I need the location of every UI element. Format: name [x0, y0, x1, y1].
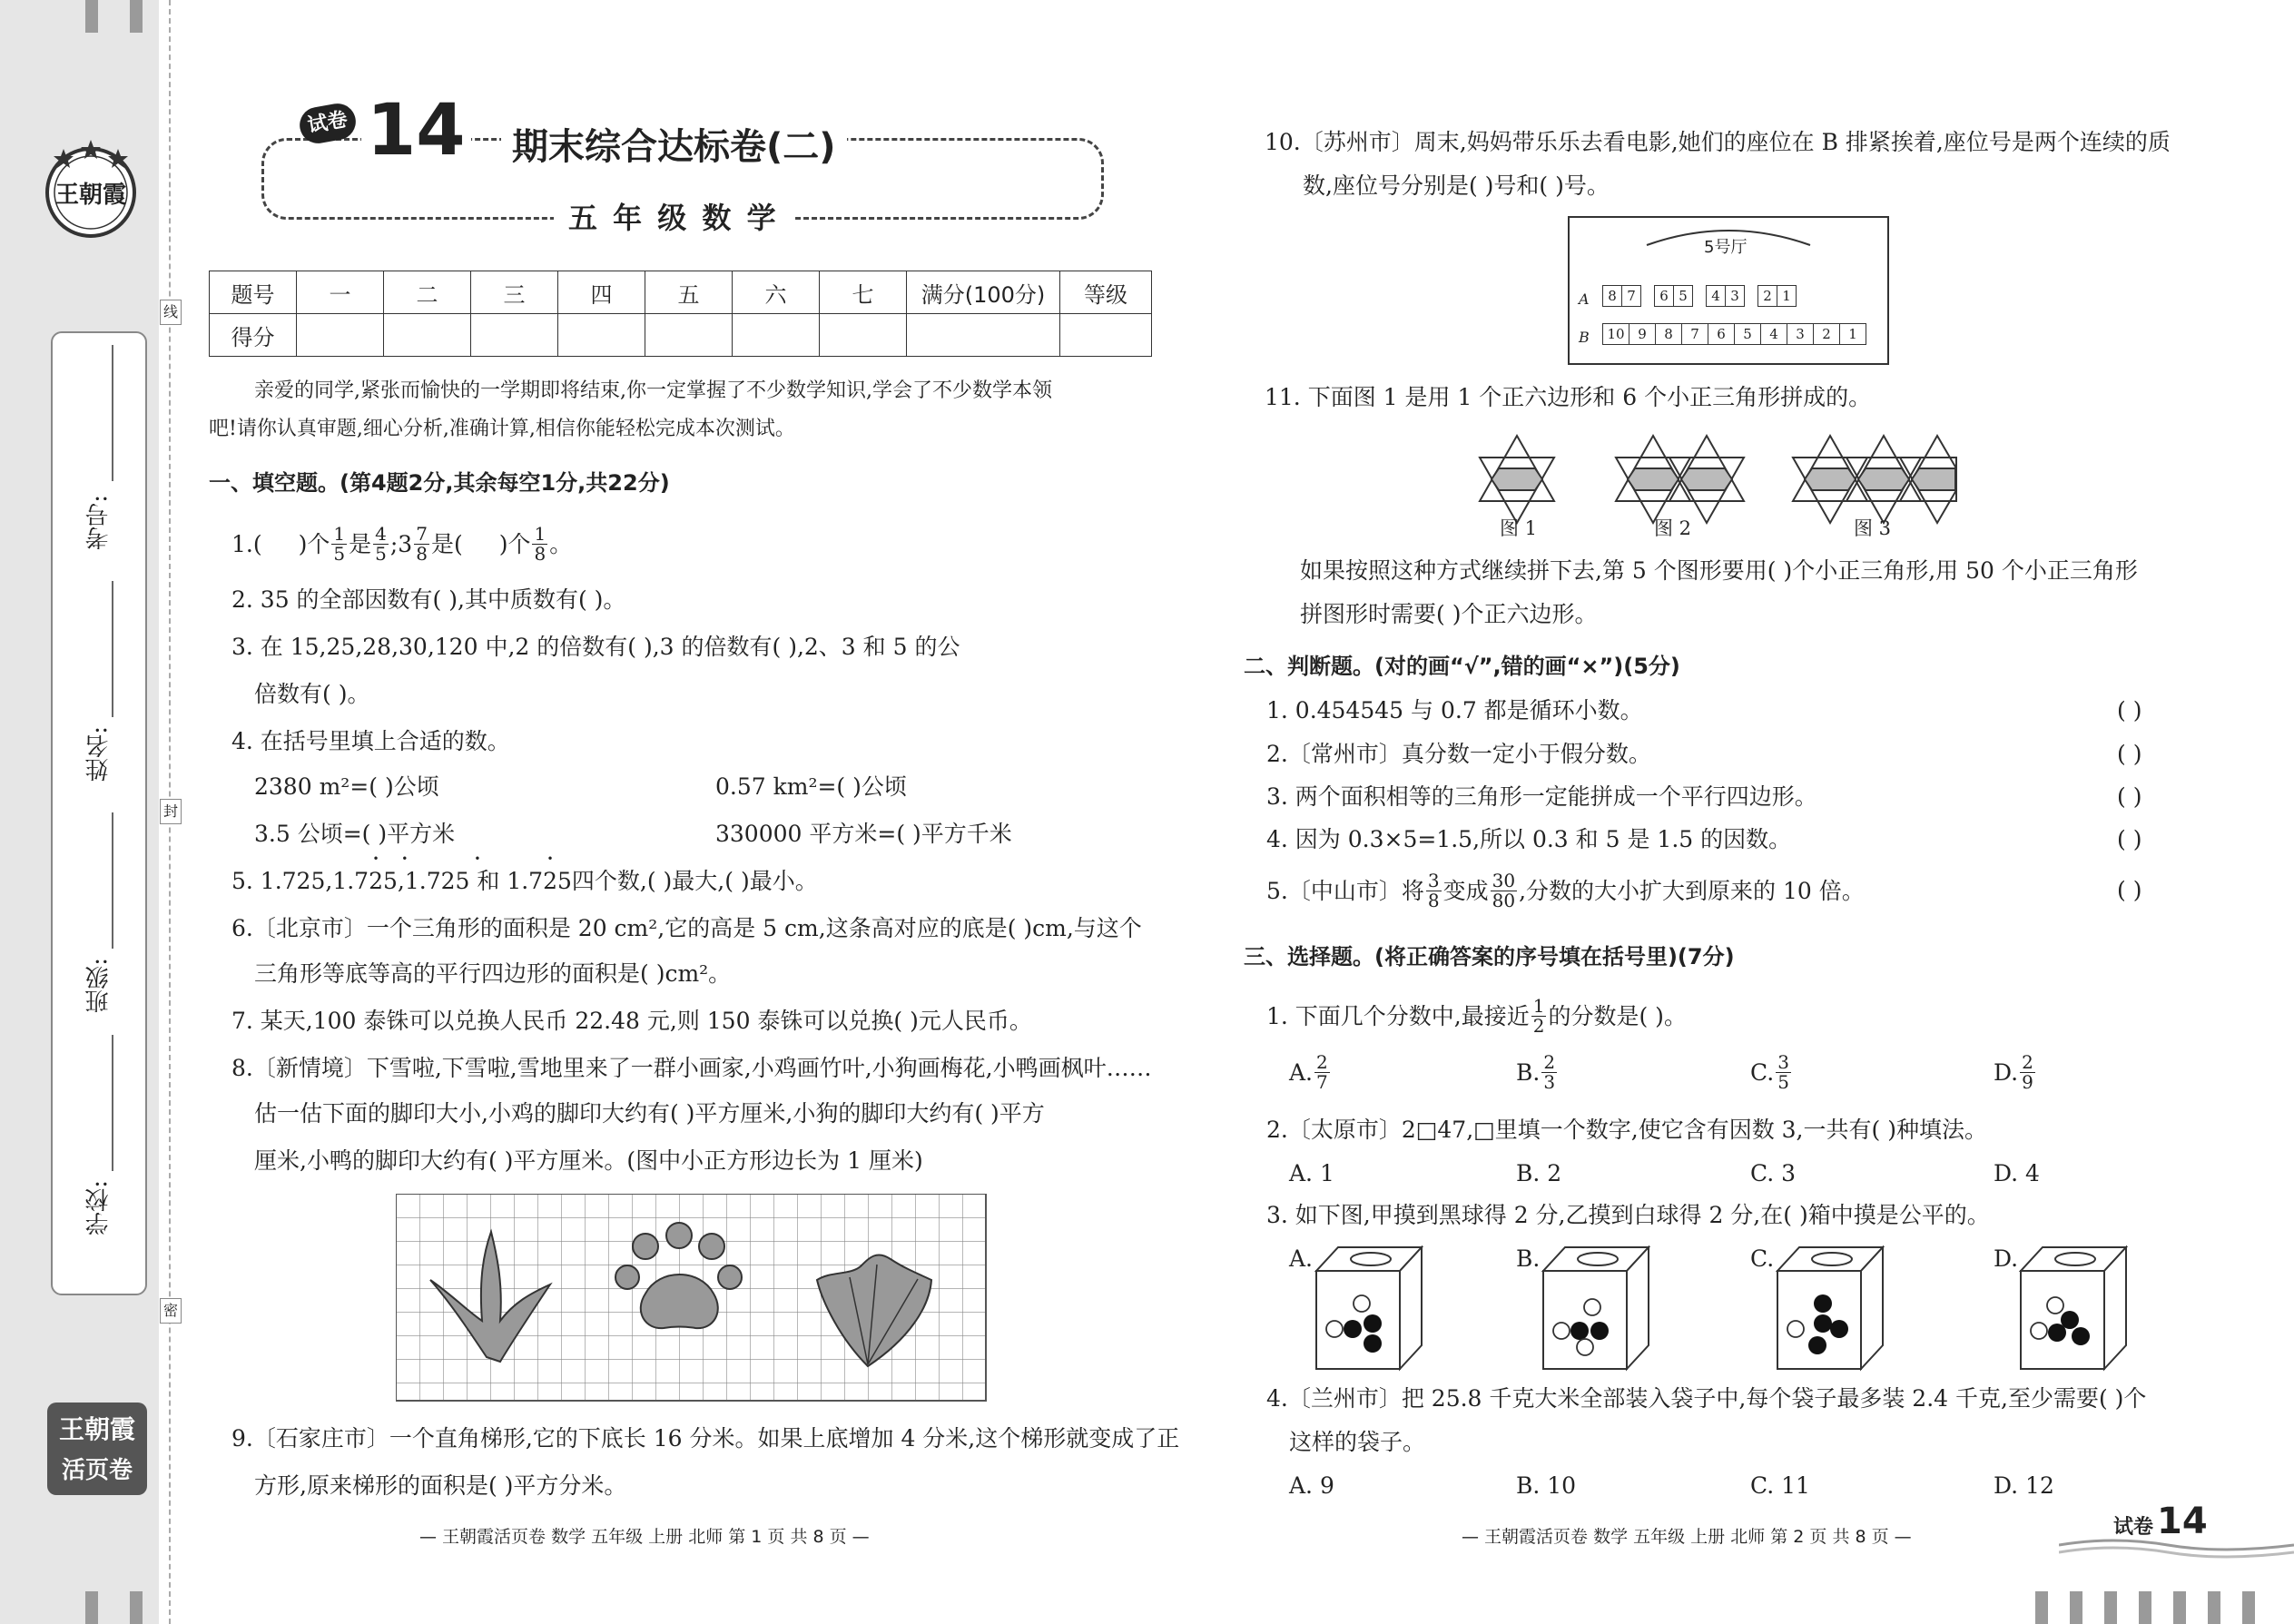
denominator: 8: [534, 543, 546, 565]
option-d[interactable]: D.: [1994, 1245, 2019, 1272]
option-d[interactable]: D. 12: [1994, 1472, 2054, 1499]
table-cell: 四: [558, 271, 645, 314]
judge-item-2: 2.〔常州市〕真分数一定小于假分数。: [1266, 741, 1651, 767]
figure-2: [1616, 436, 1744, 523]
fraction: [1541, 1053, 1557, 1092]
ball-box-c: [1776, 1245, 1885, 1373]
exam-badge: 试卷: [297, 101, 359, 146]
score-input-cell[interactable]: [733, 314, 820, 357]
q-text: ,分数的大小扩大到原来的 10 倍。: [1519, 878, 1865, 904]
option-b[interactable]: B. 2: [1516, 1160, 1562, 1186]
question-11: 11. 下面图 1 是用 1 个正六边形和 6 个小正三角形拼成的。: [1265, 384, 1872, 410]
choice-question-1: [1266, 997, 1687, 1036]
seat-pair: [1602, 285, 1641, 307]
row-a-label: A: [1579, 290, 1590, 308]
figure-1: [1480, 436, 1554, 523]
q-text: • 725 和 1.: [427, 868, 528, 894]
judge-item-4: 4. 因为 0.3×5=1.5,所以 0.3 和 5 是 1.5 的因数。: [1266, 826, 1792, 852]
q-text: )个: [498, 531, 531, 557]
denominator: 8: [1427, 890, 1440, 911]
choice-question-4-cont: 这样的袋子。: [1289, 1429, 1426, 1455]
score-table-score-row: [210, 314, 1152, 357]
section-heading: 二、判断题。(对的画“√”,错的画“×”)(5分): [1244, 654, 1680, 679]
figure-3: [1793, 436, 1956, 523]
question-8-cont: 估一估下面的脚印大小,小鸡的脚印大约有( )平方厘米,小狗的脚印大约有( )平方: [254, 1100, 1045, 1127]
option-label: A.: [1289, 1059, 1314, 1086]
figure-1-label: 图 1: [1500, 517, 1538, 539]
margin-bar: [2173, 1591, 2186, 1624]
seat: 2: [1758, 286, 1777, 306]
judge-answer-box[interactable]: ( ): [2117, 697, 2142, 723]
numerator: 2: [2022, 1051, 2033, 1073]
numerator: 3: [1777, 1051, 1789, 1073]
question-6-cont: 三角形等底等高的平行四边形的面积是( )cm²。: [254, 960, 732, 987]
option-label: D.: [1994, 1059, 2019, 1086]
margin-bar: [130, 0, 143, 33]
fraction: [532, 525, 547, 564]
q-text: 。: [549, 531, 573, 557]
seat: 6: [1708, 324, 1735, 344]
numerator: 2: [1316, 1051, 1328, 1073]
repeating-digit: • 5,1.: [383, 868, 427, 894]
question-3-cont: 倍数有( )。: [254, 681, 370, 707]
hall-label: 5号厅: [1704, 238, 1748, 257]
option-d[interactable]: D. 4: [1994, 1160, 2040, 1186]
option-a[interactable]: A.: [1289, 1245, 1314, 1272]
ball-box-d: [2019, 1245, 2128, 1373]
margin-bar: [85, 1591, 98, 1624]
fraction: [1531, 997, 1547, 1036]
denominator: 5: [375, 543, 387, 565]
seat: 3: [1730, 288, 1739, 304]
option-b[interactable]: [1516, 1053, 1559, 1092]
seat: 6: [1655, 286, 1674, 306]
score-input-cell[interactable]: [907, 314, 1060, 357]
seat: 9: [1629, 324, 1656, 344]
table-cell: 题号: [210, 271, 297, 314]
name-field[interactable]: [112, 581, 113, 717]
school-field[interactable]: [112, 1035, 113, 1171]
margin-bar: [130, 1591, 143, 1624]
student-info-box: [51, 331, 147, 1295]
binding-strip: [0, 0, 159, 1624]
table-cell: 六: [733, 271, 820, 314]
section-heading: 三、选择题。(将正确答案的序号填在括号里)(7分): [1244, 944, 1735, 969]
denominator: 80: [1492, 890, 1516, 911]
seat: 4: [1707, 286, 1726, 306]
seat: 8: [1603, 286, 1622, 306]
school-label: 学校:: [85, 1180, 113, 1235]
exam-subtitle: 五 年 级 数 学: [554, 195, 793, 237]
exam-no-field[interactable]: [112, 345, 113, 481]
margin-bar: [2070, 1591, 2082, 1624]
option-a[interactable]: A. 9: [1289, 1472, 1334, 1499]
option-label: B.: [1516, 1059, 1541, 1086]
judge-answer-box[interactable]: ( ): [2117, 783, 2142, 810]
question-3: 3. 在 15,25,28,30,120 中,2 的倍数有( ),3 的倍数有( ),2、3 和 5 的公: [231, 634, 960, 660]
fraction: [1426, 871, 1442, 910]
judge-answer-box[interactable]: ( ): [2117, 826, 2142, 852]
table-cell: 五: [645, 271, 733, 314]
figure-3-label: 图 3: [1854, 517, 1892, 539]
judge-item-3: 3. 两个面积相等的三角形一定能拼成一个平行四边形。: [1266, 783, 1817, 810]
intro-line: 亲爱的同学,紧张而愉快的一学期即将结束,你一定掌握了不少数学知识,学会了不少数学本领: [254, 379, 1052, 402]
denominator: 3: [1543, 1071, 1556, 1093]
exam-no-label: 考号:: [85, 495, 113, 550]
question-8: 8.〔新情境〕下雪啦,下雪啦,雪地里来了一群小画家,小鸡画竹叶,小狗画梅花,小鸭画枫叶……: [231, 1055, 1152, 1081]
score-input-cell[interactable]: [471, 314, 558, 357]
score-table: [209, 271, 1152, 357]
q-text: 1.(: [231, 531, 262, 557]
class-field[interactable]: [112, 812, 113, 949]
seat: 7: [1682, 324, 1708, 344]
option-c[interactable]: C.: [1750, 1245, 1775, 1272]
seat-row-a: [1602, 285, 1797, 307]
numerator: 1: [333, 523, 346, 545]
fraction: [2020, 1053, 2035, 1092]
score-table-header-row: [210, 271, 1152, 314]
q-text: 是: [349, 531, 372, 557]
q-text: ;3: [389, 531, 413, 557]
question-4: 4. 在括号里填上合适的数。: [231, 728, 510, 754]
table-cell: 一: [297, 271, 384, 314]
cut-mark: 线: [160, 300, 182, 325]
option-b[interactable]: B. 10: [1516, 1472, 1577, 1499]
score-input-cell[interactable]: [384, 314, 471, 357]
seat: 1: [1848, 326, 1857, 342]
repeating-digit: • 2: [369, 868, 383, 894]
figure-2-label: 图 2: [1654, 517, 1692, 539]
q-text: 变成: [1442, 878, 1489, 904]
margin-bar: [85, 0, 98, 33]
margin-bar: [2139, 1591, 2151, 1624]
numerator: 1: [1532, 995, 1545, 1017]
numerator: 1: [534, 523, 546, 545]
score-input-cell[interactable]: [297, 314, 384, 357]
question-2: 2. 35 的全部因数有( ),其中质数有( )。: [231, 586, 626, 613]
name-label: 姓名:: [85, 726, 113, 782]
question-4d: 330000 平方米=( )平方千米: [715, 821, 1012, 847]
margin-bar: [2104, 1591, 2117, 1624]
seat-pair: [1706, 285, 1745, 307]
option-a[interactable]: A. 1: [1289, 1160, 1334, 1186]
cut-mark: 封: [160, 799, 182, 824]
q-text: 1. 下面几个分数中,最接近: [1266, 1003, 1530, 1029]
fraction: [1491, 871, 1517, 910]
intro-line: 吧!请你认真审题,细心分析,准确计算,相信你能轻松完成本次测试。: [209, 418, 795, 440]
denominator: 5: [333, 543, 346, 565]
exam-title: 期末综合达标卷(二): [501, 118, 847, 170]
repeating-digits: • 725: [528, 868, 572, 894]
footprint-grid: [396, 1194, 988, 1403]
option-a[interactable]: [1289, 1053, 1332, 1092]
fraction: [1776, 1053, 1791, 1092]
judge-answer-box[interactable]: ( ): [2117, 877, 2142, 903]
seat-pair: [1654, 285, 1693, 307]
choice-question-2: 2.〔太原市〕2□47,□里填一个数字,使它含有因数 3,一共有( )种填法。: [1266, 1117, 1987, 1143]
table-cell: 得分: [210, 314, 297, 357]
margin-bar: [2035, 1591, 2048, 1624]
table-cell: 二: [384, 271, 471, 314]
option-d[interactable]: [1994, 1053, 2037, 1092]
question-11-cont: 如果按照这种方式继续拼下去,第 5 个图形要用( )个小正三角形,用 50 个小正三角形: [1300, 557, 2138, 584]
page-badge-label: 试卷: [2113, 1516, 2154, 1539]
option-c[interactable]: C. 11: [1750, 1472, 1810, 1499]
question-9: 9.〔石家庄市〕一个直角梯形,它的下底长 16 分米。如果上底增加 4 分米,这个梯形就变成了正: [231, 1425, 1180, 1452]
brand-logo-sub: 活页卷: [61, 1457, 133, 1484]
seat: 3: [1787, 324, 1814, 344]
q-text: 是(: [430, 531, 463, 557]
ball-box-a: [1314, 1245, 1423, 1373]
judge-item-5: [1266, 871, 1865, 910]
q-text: )个: [298, 531, 330, 557]
table-cell: 三: [471, 271, 558, 314]
question-10: 10.〔苏州市〕周末,妈妈带乐乐去看电影,她们的座位在 B 排紧挨着,座位号是两个连续的质: [1265, 129, 2171, 155]
margin-bar: [2242, 1591, 2255, 1624]
option-label: C.: [1750, 1059, 1775, 1086]
class-label: 班级:: [85, 958, 113, 1013]
question-10-cont: 数,座位号分别是( )号和( )号。: [1303, 172, 1610, 199]
fraction: [331, 525, 347, 564]
score-input-cell[interactable]: [645, 314, 733, 357]
footer-left: — 王朝霞活页卷 数学 五年级 上册 北师 第 1 页 共 8 页 —: [419, 1527, 870, 1547]
score-input-cell[interactable]: [558, 314, 645, 357]
seat: 7: [1627, 288, 1636, 304]
fraction: [414, 525, 429, 564]
seat: 1: [1782, 288, 1791, 304]
seat-row-b: [1602, 323, 1866, 345]
question-1: [231, 525, 572, 564]
brand-emblem: [36, 136, 145, 245]
table-cell: 七: [820, 271, 907, 314]
choice-question-3: 3. 如下图,甲摸到黑球得 2 分,乙摸到白球得 2 分,在( )箱中摸是公平的。: [1266, 1202, 1990, 1228]
score-input-cell[interactable]: [820, 314, 907, 357]
numerator: 2: [1543, 1051, 1556, 1073]
cut-mark: 密: [160, 1298, 182, 1324]
q-text: 5. 1.725,1.7: [231, 868, 369, 894]
seat: 8: [1656, 324, 1682, 344]
fraction: [373, 525, 389, 564]
denominator: 8: [416, 543, 428, 565]
q-text: 四个数,( )最大,( )最小。: [571, 868, 818, 894]
margin-bar: [2208, 1591, 2220, 1624]
table-cell: 等级: [1060, 271, 1152, 314]
seat: 5: [1679, 288, 1688, 304]
question-6: 6.〔北京市〕一个三角形的面积是 20 cm²,它的高是 5 cm,这条高对应的底是( )cm,与这个: [231, 915, 1142, 941]
denominator: 5: [1777, 1071, 1789, 1093]
question-11-cont: 拼图形时需要( )个正六边形。: [1300, 601, 1598, 627]
question-7: 7. 某天,100 泰铢可以兑换人民币 22.48 元,则 150 泰铢可以兑换( )元人民币。: [231, 1008, 1032, 1034]
fraction: [1314, 1053, 1330, 1092]
table-cell: 满分(100分): [907, 271, 1060, 314]
cinema-diagram: [1568, 216, 1889, 365]
seat: 10: [1603, 324, 1629, 344]
question-8-cont: 厘米,小鸭的脚印大约有( )平方厘米。(图中小正方形边长为 1 厘米): [254, 1147, 923, 1174]
question-4b: 0.57 km²=( )公顷: [715, 773, 907, 800]
denominator: 7: [1316, 1071, 1328, 1093]
numerator: 3: [1427, 870, 1440, 891]
numerator: 4: [375, 523, 387, 545]
option-b[interactable]: B.: [1516, 1245, 1541, 1272]
denominator: 2: [1532, 1015, 1545, 1037]
seat: 5: [1735, 324, 1761, 344]
question-9-cont: 方形,原来梯形的面积是( )平方分米。: [254, 1472, 627, 1499]
seat: 2: [1814, 324, 1840, 344]
q-text: 的分数是( )。: [1548, 1003, 1687, 1029]
choice-question-4: 4.〔兰州市〕把 25.8 千克大米全部装入袋子中,每个袋子最多装 2.4 千克,至少需要( )个: [1266, 1385, 2147, 1412]
question-4a: 2380 m²=( )公顷: [254, 773, 439, 800]
question-4c: 3.5 公顷=( )平方米: [254, 821, 456, 847]
ball-box-b: [1541, 1245, 1650, 1373]
seat-pair: [1757, 285, 1797, 307]
numerator: 30: [1492, 870, 1516, 891]
numerator: 7: [416, 523, 428, 545]
option-c[interactable]: C. 3: [1750, 1160, 1797, 1186]
exam-number: 14: [361, 95, 471, 166]
seat: 4: [1761, 324, 1787, 344]
score-input-cell[interactable]: [1060, 314, 1152, 357]
q-text: 5.〔中山市〕将: [1266, 878, 1424, 904]
page-badge-number: 14: [2157, 1501, 2208, 1542]
footer-right: — 王朝霞活页卷 数学 五年级 上册 北师 第 2 页 共 8 页 —: [1462, 1527, 1912, 1547]
brand-logo-name: 王朝霞: [58, 1414, 135, 1444]
judge-answer-box[interactable]: ( ): [2117, 741, 2142, 767]
question-5: [231, 870, 818, 892]
section-heading: 一、填空题。(第4题2分,其余每空1分,共22分): [209, 470, 670, 496]
judge-item-1: 1. 0.454545 与 0.7 都是循环小数。: [1266, 697, 1643, 723]
denominator: 9: [2022, 1071, 2033, 1093]
emblem-brand-text: 王朝霞: [54, 182, 126, 209]
row-b-label: B: [1579, 329, 1590, 346]
brand-logo: [47, 1403, 147, 1495]
option-c[interactable]: [1750, 1053, 1793, 1092]
wave-decoration: [2059, 1534, 2294, 1561]
